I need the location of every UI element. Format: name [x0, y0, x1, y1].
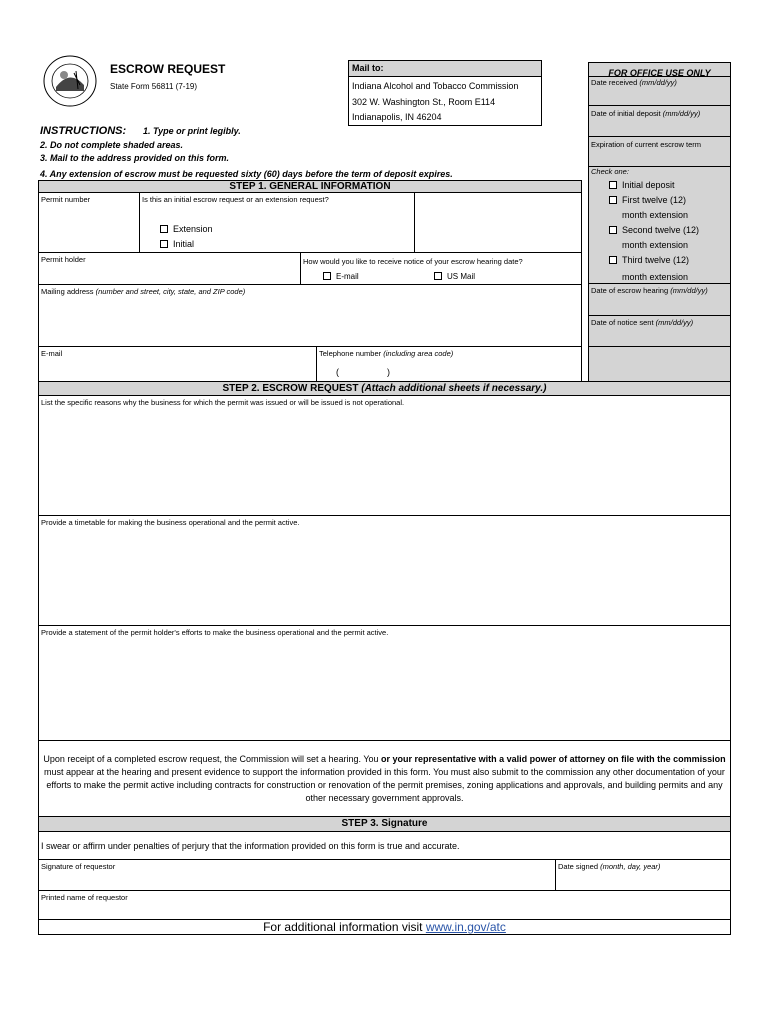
telephone-field[interactable]: Telephone number (including area code) ( ): [316, 346, 582, 382]
notice-date-label: Date of notice sent (mm/dd/yy): [591, 318, 694, 327]
checkbox-icon: [434, 272, 442, 280]
checkbox-icon: [160, 240, 168, 248]
expiration-label: Expiration of current escrow term: [591, 140, 702, 149]
mail-to-box: [348, 60, 542, 126]
date-signed-field[interactable]: Date signed (month, day, year): [555, 859, 731, 891]
date-received-label: Date received (mm/dd/yy): [591, 78, 677, 87]
step3-header: STEP 3. Signature: [38, 816, 731, 832]
state-seal-logo: [40, 55, 100, 107]
checkbox-icon: [609, 196, 617, 204]
form-number: State Form 56811 (7-19): [110, 82, 198, 91]
step1-header: STEP 1. GENERAL INFORMATION: [38, 180, 582, 193]
checkbox-icon: [160, 225, 168, 233]
permit-number-field[interactable]: Permit number: [38, 192, 140, 253]
footer: For additional information visit www.in.gov/atc: [38, 919, 731, 935]
instructions-heading: INSTRUCTIONS:: [40, 125, 127, 137]
atc-website-link[interactable]: www.in.gov/atc: [425, 920, 506, 934]
checkbox-icon: [323, 272, 331, 280]
office-third-option: Third twelve (12): [609, 255, 689, 265]
affirmation-text: I swear or affirm under penalties of perjury that the information provided on this form is true and accurate.: [38, 831, 731, 860]
blank-cell: [414, 192, 582, 253]
email-field[interactable]: E-mail: [38, 346, 317, 382]
step2-header: STEP 2. ESCROW REQUEST (Attach additional sheets if necessary.): [38, 381, 731, 396]
office-use-panel: [588, 62, 731, 382]
mailing-address-field[interactable]: Mailing address (number and street, city, state, and ZIP code): [38, 284, 582, 347]
hearing-notice-text: Upon receipt of a completed escrow request, the Commission will set a hearing. You or your representative with a valid power of attorney on file with the commission must appear at the hearing and present evidence to support the information provided in this form. You must also submit to the commission any other documentation of your efforts to make the permit active including contracts for construction or renovation of the permit premises, zoning applications and approvals, and building permits and any other necessary government approvals.: [38, 740, 731, 817]
mail-to-line3: Indianapolis, IN 46204: [352, 112, 442, 122]
checkbox-icon: [609, 226, 617, 234]
usmail-option[interactable]: US Mail: [434, 272, 475, 281]
mail-to-line2: 302 W. Washington St., Room E114: [352, 97, 496, 107]
efforts-field[interactable]: Provide a statement of the permit holder's efforts to make the business operational and the permit active.: [38, 625, 731, 741]
office-third-option-cont: month extension: [622, 272, 689, 282]
printed-name-field[interactable]: Printed name of requestor: [38, 890, 731, 920]
office-initial-option: Initial deposit: [609, 180, 675, 190]
email-option[interactable]: E-mail: [323, 272, 359, 281]
instruction-4: 4. Any extension of escrow must be requested sixty (60) days before the term of deposit expires.: [40, 169, 453, 179]
office-first-option-cont: month extension: [622, 210, 689, 220]
timetable-field[interactable]: Provide a timetable for making the business operational and the permit active.: [38, 515, 731, 626]
check-one-label: Check one:: [591, 167, 629, 176]
form-title: ESCROW REQUEST: [110, 62, 226, 76]
instruction-2: 2. Do not complete shaded areas.: [40, 140, 184, 150]
initial-deposit-label: Date of initial deposit (mm/dd/yy): [591, 109, 701, 118]
office-second-option-cont: month extension: [622, 240, 689, 250]
permit-holder-field[interactable]: Permit holder: [38, 252, 301, 285]
office-second-option: Second twelve (12): [609, 225, 699, 235]
mail-to-heading: Mail to:: [352, 63, 384, 73]
checkbox-icon: [609, 256, 617, 264]
initial-option[interactable]: Initial: [160, 239, 194, 249]
office-use-heading: FOR OFFICE USE ONLY: [608, 68, 711, 78]
instructions-line1: INSTRUCTIONS: 1. Type or print legibly.: [40, 125, 241, 137]
checkbox-icon: [609, 181, 617, 189]
office-first-option: First twelve (12): [609, 195, 686, 205]
reasons-field[interactable]: List the specific reasons why the business for which the permit was issued or will be issued is not operational.: [38, 395, 731, 516]
request-type-field: Is this an initial escrow request or an extension request? Extension Initial: [139, 192, 415, 253]
hearing-date-label: Date of escrow hearing (mm/dd/yy): [591, 286, 708, 295]
mail-to-line1: Indiana Alcohol and Tobacco Commission: [352, 81, 519, 91]
notice-method-field: How would you like to receive notice of your escrow hearing date? E-mail US Mail: [300, 252, 582, 285]
instruction-3: 3. Mail to the address provided on this form.: [40, 153, 230, 163]
extension-option[interactable]: Extension: [160, 224, 213, 234]
signature-field[interactable]: Signature of requestor: [38, 859, 556, 891]
